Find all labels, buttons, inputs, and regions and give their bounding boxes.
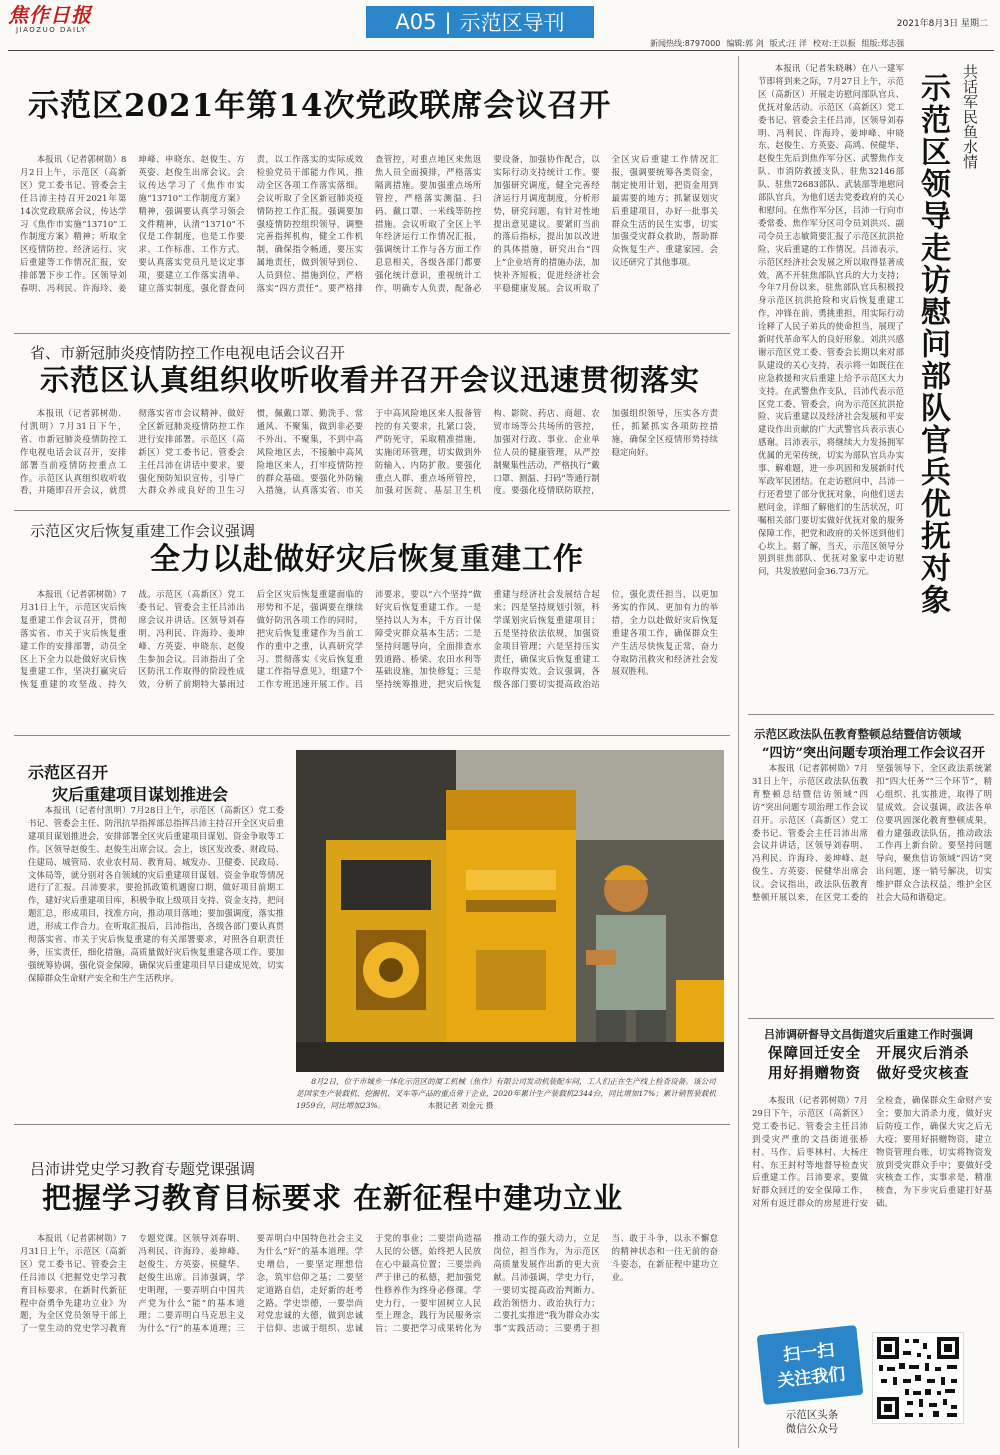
kicker: 示范区政法队伍教育整顿总结暨信访领域 [754,727,961,741]
proof: 版式:汪 洋 [769,39,807,48]
news-photo [296,750,724,1072]
section-banner [366,6,594,38]
logo-text: 焦作日报 [8,3,92,27]
headline-line-2: 用好捐赠物资 做好受灾核查 [768,1065,970,1082]
staff-line [650,38,994,49]
account-name [772,1408,852,1436]
headline-line-2: 灾后重建项目谋划推进会 [52,785,229,804]
article-body: 本报讯（记者朱晓琳）在八一建军节即将到来之际，7月27日上午，示范区（高新区）开展走访慰问部队官兵、优抚对象活动。示范区（高新区）党工委书记、管委会主任吕沛，区领导刘春明、冯利民、许海玲、姜坤峰、申晓东、赵俊生、方英姿、高鸿、侯健华、赵俊生先后到焦作军分区、武警焦作支队、市消防救援支队、驻焦32146部队、驻焦72683部队、武装部等地慰问部队官兵，为他们送去党委政府的关心和慰问。在焦作军分区，吕沛一行向市委常委、焦作军分区司令员刘洪兴、副司令员王志敏简要汇报了示范区抗洪抢险、灾后重建的工作情况。吕沛表示，示范区经济社会发展之所以取得显著成效，离不开驻焦部队官兵的大力支持；今年7月份以来，驻焦部队官兵积极投身示范区抗洪抢险和灾后恢复重建工作，冲锋在前、勇挑重担，用实际行动诠释了人民子弟兵的使命担当，展现了新时代革命军人的良好形象。刘洪兴感谢示范区党工委、管委会长期以来对部队建设的关心支持，表示将一如既往在应急救援和灾后重建上给予示范区大力支持。在武警焦作支队，吕沛代表示范区党工委、管委会，向为示范区抗洪抢险、灾后重建以及经济社会发展和平安建设作出贡献的广大武警官兵表示衷心感谢。吕沛表示，将继续大力发扬拥军优属的光荣传统，切实为部队官兵办实事、解难题，进一步巩固和发展新时代军政军民团结。在走访慰问中，吕沛一行还看望了部分优抚对象，向他们送去慰问金，详细了解他们的生活状况，叮嘱相关部门要切实做好优抚对象的服务保障工作，把党和政府的关怀送到他们心坎上。据了解，当天，示范区领导分别到驻焦部队、优抚对象家中走访慰问，共发放慰问金36.73万元。 [758,63,904,577]
kicker-vertical: 共话军民鱼水情 [961,64,979,169]
newspaper-logo [8,4,96,34]
divider [14,735,730,736]
qr-code[interactable] [872,1332,964,1424]
article-body: 本报讯（记者郭树勋）7月31日上午，示范区（高新区）党工委书记、管委会主任吕沛以《把握党史学习教育目标要求，在新时代新征程中奋勇争先建功立业》为题，为全区党员领导干部上了一堂生动的党史学习教育专题党课。区领导刘春明、冯利民、许海玲、姜坤峰、赵俊生、方英姿、侯健华、赵俊生出席。吕沛强调，学史明理，一要弄明白中国共产党为什么“能”的基本道理；二要弄明白马克思主义为什么“行”的基本道理；三要弄明白中国特色社会主义为什么“好”的基本道理。学史增信，一要坚定理想信念，筑牢信仰之基；二要坚定道路自信，走好新的赶考之路。学史崇德，一要崇尚对党忠诚的大德，做到忠诚于信仰、忠诚于组织、忠诚于党的事业；二要崇尚造福人民的公德，始终把人民放在心中最高位置；三要崇尚严于律己的私德，把加强党性修养作为终身必修课。学史力行，一要牢固树立人民至上理念，践行为民服务宗旨；二要把学习成果转化为推动工作的强大动力，立足岗位，担当作为，为示范区高质量发展作出新的更大贡献。吕沛强调，学史力行，一要切实提高政治判断力、政治领悟力、政治执行力；二要扎实推进“我为群众办实事”实践活动；三要勇于担当、敢于斗争，以永不懈怠的精神状态和一往无前的奋斗姿态，在新征程中建功立业。 [20,1233,718,1334]
qr-code-icon [873,1333,963,1423]
account-line-1: 示范区头条 [785,1409,839,1421]
article-body: 本报讯（记者郭树勋）7月31日上午，示范区政法队伍教育整顿总结暨信访领域“四访”突出问题专项治理工作会议召开。示范区（高新区）党工委书记、管委会主任吕沛出席会议并讲话，区领导刘春明、冯利民、许海玲、姜坤峰、赵俊生、方英姿、侯健华出席会议。会议指出，政法队伍教育整顿开展以来，在区党工委的坚强领导下，全区政法系统紧扣“四大任务”“三个环节”，精心组织、扎实推进，取得了明显成效。会议强调，政法各单位要巩固深化教育整顿成果，着力建强政法队伍，推动政法工作再上新台阶。要坚持问题导向，聚焦信访领域“四访”突出问题，逐一销号解决，切实维护群众合法权益，维护全区社会大局和谐稳定。 [752,763,992,903]
scan-line-2: 关注我们 [776,1364,847,1392]
headline: 示范区认真组织收听收看并召开会议迅速贯彻落实 [40,363,701,397]
scan-line-1: 扫一扫 [782,1340,836,1366]
divider [748,1018,994,1019]
divider [14,333,730,334]
editor: 编辑:郭 剑 [726,39,764,48]
article-body: 本报讯（记者郭树勋）7月31日上午，示范区灾后恢复重建工作会议召开，贯彻落实省、市关于灾后恢复重建工作的安排部署，动员全区上下全力以赴做好灾后恢复重建工作，坚决打赢灾后恢复重建的攻坚战、持久战。示范区（高新区）党工委书记、管委会主任吕沛出席会议并讲话。区领导刘春明、冯利民、许海玲、姜坤峰、方英姿、申晓东、赵俊生参加会议。吕沛指出了全区防汛工作取得的阶段性成效，分析了前期特大暴雨过后全区灾后恢复重建面临的形势和不足，强调要在继续做好防汛各项工作的同时，把灾后恢复重建作为当前工作的重中之重，认真研究学习、贯彻落实《灾后恢复重建工作指导意见》，组建7个工作专班迅速开展工作。吕沛要求，要以“六个坚持”做好灾后恢复重建工作。一是坚持以人为本，千方百计保障受灾群众基本生活；二是坚持问题导向，全面排查水毁道路、桥梁、农田水利等基础设施，加快修复；三是坚持统筹推进，把灾后恢复重建与经济社会发展结合起来；四是坚持规划引领，科学谋划灾后恢复重建项目；五是坚持依法依规，加强资金项目管理；六是坚持压实责任，确保灾后恢复重建工作取得实效。会议强调，各级各部门要切实提高政治站位，强化责任担当，以更加务实的作风、更加有力的举措，全力以赴做好灾后恢复重建各项工作，确保群众生产生活尽快恢复正常，奋力夺取防汛救灾和经济社会发展双胜利。 [20,589,718,690]
divider [748,714,994,715]
hotline: 新闻热线:8797000 [650,39,721,48]
headline: 全力以赴做好灾后恢复重建工作 [150,542,584,577]
photo-credit: 本报记者 刘金元 摄 [427,1101,494,1110]
headline: 示范区2021年第14次党政联席会议召开 [28,88,612,124]
banner-divider: | [444,10,452,34]
group: 组版:郑志强 [861,39,905,48]
photo-caption [296,1076,722,1112]
article-body: 本报讯（记者郭树勋、付凯明）7月31日下午，省、市新冠肺炎疫情防控工作电视电话会议召开，安排部署当前疫情防控重点工作。示范区认真组织收听收看，并随即召开会议，就贯彻落实省市会议精神、做好全区新冠肺炎疫情防控工作进行安排部署。示范区（高新区）党工委书记、管委会主任吕沛在讲话中要求，要强化预防知识宣传，引导广大群众养成良好的卫生习惯，佩戴口罩、勤洗手、常通风、不聚集，做到非必要不外出、不聚集，不到中高风险地区去，不接触中高风险地区来人，打牢疫情防控的群众基础。要强化外防输入措施，认真落实省、市关于中高风险地区来人报备管控的有关要求，扎紧口袋，严防死守，采取精准措施，实施闭环管理，切实做到外防输入、内防扩散。要强化重点人群、重点场所管控，加强对医院、基层卫生机构、影院、药店、商超、农贸市场等公共场所的管控，加强对行政、事业、企业单位人员的健康管理，从严控制聚集性活动，严格执行“戴口罩、测温、扫码”等通行制度。要强化疫情联防联控，加强组织领导，压实各方责任，抓紧抓实各项防控措施，确保全区疫情形势持续稳定向好。 [20,408,718,496]
page-number: A05 [395,10,437,34]
divider [14,510,730,511]
section-name: 示范区导刊 [459,11,565,35]
kicker: 吕沛调研督导文昌街道灾后重建工作时强调 [764,1028,973,1041]
article-body: 本报讯（记者郭树勋）7月29日下午，示范区（高新区）党工委书记、管委会主任吕沛到受灾严重的文昌街道张桥村、马作、后枣林村、大杨庄村、东王封村等地督导检查灾后重建工作。吕沛要求，要做好群众回迁的安全保障工作，对所有返迁群众的房屋进行安全检查，确保群众生命财产安全；要加大消杀力度，做好灾后防疫工作，确保大灾之后无大疫；要用好捐赠物资，建立物资管理台账，切实将物资发放到受灾群众手中；要做好受灾核查工作，实事求是、精准核查，为下步灾后重建打好基础。 [752,1095,992,1209]
caption-text: 8月2日，位于市城乡一体化示范区的厦工机械（焦作）有限公司发动机装配车间，工人们正在生产线上检查设备。该公司是国家生产装载机、挖掘机、叉车等产品的重点骨干企业，2020年累计生产装载机2344台，同比增加17%；累计销售装载机1959台，同比增加23%。 [296,1077,717,1110]
factory-photo [296,750,724,1072]
logo-english: JIAOZUO DAILY [16,26,87,34]
kicker: 吕沛讲党史学习教育专题党课强调 [30,1160,256,1178]
kicker: 省、市新冠肺炎疫情防控工作电视电话会议召开 [30,344,346,362]
article-body: 本报讯（记者郭树勋）8月2日上午，示范区（高新区）党工委书记、管委会主任吕沛主持召开2021年第14次党政联席会议，传达学习《焦作市实施“13710”工作制度方案》精神；听取全区疫情防控、经济运行、灾后重建等工作情况汇报，安排部署下步工作。区领导刘春明、冯利民、许海玲、姜坤峰、申晓东、赵俊生、方英姿、赵俊生出席会议。会议传达学习了《焦作市实施“13710”工作制度方案》精神，强调要认真学习领会文件精神，认清“13710”不仅是工作制度，也是工作要求、工作标准、工作方式。要认真落实党员凡是议定事项，要建立工作落实清单、建立落实制度，强化督查问责，以工作落实的实际成效检验党员干部能力作风，推动全区各项工作落实落细。会议听取了全区新冠肺炎疫情防控工作汇报。强调要加强疫情防控组织领导，调整完善指挥机构，健全工作机制，确保指令畅通，要压实属地责任，做到领导到位、人员到位、措施到位，严格落实“四方责任”。要严格排查管控，对重点地区来焦返焦人员全面摸排，严格落实隔离措施。要加强重点场所管控，严格落实测温、扫码、戴口罩、一米线等防控措施。会议听取了全区上半年经济运行工作情况汇报，强调统计工作与各方面工作息息相关，各级各部门都要强化统计意识，重视统计工作，明确专人负责，配备必要设备，加强协作配合，以实际行动支持统计工作。要加强研究调度，健全完善经济运行月调度制度，分析形势，研究问题，有针对性地提出意见建议。要紧盯当前的落后指标，提出加以改进的具体措施，研究出台“四上”企业培育的措施办法，加快补齐短板，促进经济社会平稳健康发展。会议听取了全区灾后重建工作情况汇报，强调要统筹各类资金，制定使用计划，把资金用到最需要的地方；抓紧谋划灾后重建项目，办好一批事关群众生活的民生实事，切实加强受灾群众救助，帮助群众恢复生产、重建家园。会议还研究了其他事项。 [20,154,718,294]
article-body: 本报讯（记者付凯明）7月28日上午，示范区（高新区）党工委书记、管委会主任、防汛抗旱指挥部总指挥吕沛主持召开全区灾后重建项目谋划推进会，安排部署全区灾后重建项目谋划、资金争取等工作。区领导赵俊生、赵俊生出席会议。会上，该区发改委、财政局、住建局、城管局、农业农村局、教育局、城发办、卫健委、民政局、文体局等，就分别对各自领域的灾后重建项目谋划、资金争取等情况进行了汇报。吕沛要求，要抢抓政策机遇窗口期，做好项目前期工作，建好灾后重建项目库，积极争取上级项目支持、资金支持，把问题汇总，形成项目，找准方向，推动项目落地；要加强调度，落实推进，形成工作合力。在听取汇报后，吕沛指出，各级各部门要认真贯彻落实省、市关于灾后恢复重建的有关部署要求，对照各自职责任务，压实责任，细化措施，高质量做好灾后恢复重建各项工作。要加强统筹协调，强化资金保障，确保灾后重建项目早日建成见效，切实保障群众生命财产安全和生产生活秩序。 [28,805,284,983]
headline-line-1: 示范区召开 [28,763,109,782]
account-line-2: 微信公众号 [785,1423,839,1435]
checker: 校对:王以振 [812,39,856,48]
masthead-rule [8,50,994,51]
column-divider [738,56,739,1448]
headline: “四访”突出问题专项治理工作会议召开 [762,746,985,761]
kicker: 示范区灾后恢复重建工作会议强调 [30,522,256,540]
divider [14,1124,730,1125]
headline-vertical: 示范区领导走访慰问部队官兵优抚对象 [915,72,950,616]
scan-badge [757,1325,864,1405]
issue-date: 2021年8月3日 星期二 [896,19,988,29]
headline-line-1: 保障回迁安全 开展灾后消杀 [768,1045,970,1062]
headline: 把握学习教育目标要求 在新征程中建功立业 [42,1181,624,1215]
